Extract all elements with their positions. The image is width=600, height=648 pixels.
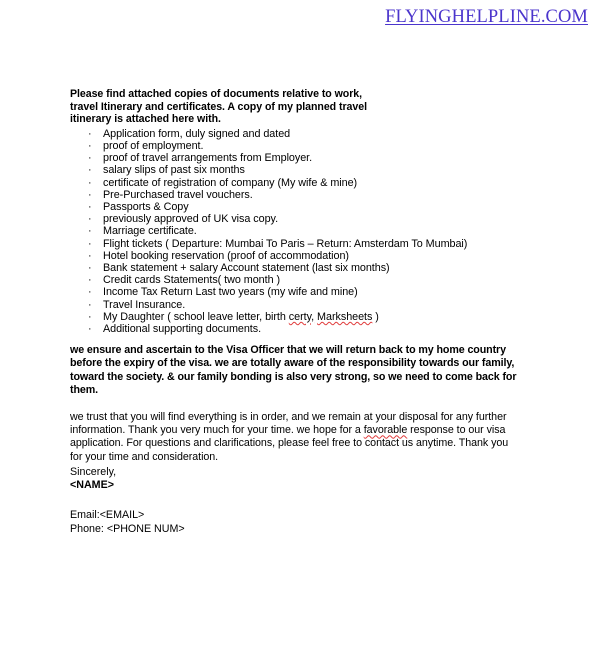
list-item [70, 177, 530, 189]
assurance-paragraph: we ensure and ascertain to the Visa Officer that we will return back to my home country before the expiry of the visa. we are totally aware of the responsibility towards our family, toward the society. & our family bonding is also very strong, so we need to come back for them. [70, 344, 517, 396]
name-placeholder: <NAME> [70, 479, 114, 492]
list-item-label: Bank statement + salary Account statement (last six months) [103, 262, 390, 275]
signature-block [70, 466, 530, 492]
list-item-label: Marriage certificate. [103, 225, 197, 238]
list-item-label: Pre-Purchased travel vouchers. [103, 188, 253, 201]
list-item [70, 201, 530, 213]
list-item [70, 286, 530, 298]
list-item [70, 164, 530, 176]
list-item [70, 128, 530, 140]
list-item-label: previously approved of UK visa copy. [103, 213, 279, 226]
bullet-icon: · [88, 201, 92, 213]
list-item-label: proof of travel arrangements from Employer. [103, 152, 313, 165]
list-item-label: Flight tickets ( Departure: Mumbai To Paris – Return: Amsterdam To Mumbai) [103, 237, 468, 250]
list-item-label: Application form, duly signed and dated [103, 127, 291, 140]
list-item [70, 238, 530, 250]
closing-text-part1: we trust that you will find everything is in order, and we remain at your disposal for any further information. Thank you very much for your time. we hope for a [70, 411, 507, 437]
bullet-icon: · [88, 262, 92, 275]
spellcheck-word-favorable: favorable [363, 424, 408, 437]
list-item-label: proof of employment. [103, 139, 204, 152]
document-checklist [70, 128, 530, 335]
spellcheck-word-marksheets: Marksheets [317, 310, 373, 323]
bullet-icon: · [88, 139, 92, 152]
bullet-icon: · [88, 152, 92, 165]
list-item-label: Income Tax Return Last two years (my wife and mine) [103, 286, 358, 299]
email-line: Email:<EMAIL> [70, 509, 145, 522]
list-item-label: certificate of registration of company (My wife & mine) [103, 176, 358, 189]
list-item [70, 213, 530, 225]
bullet-icon: · [88, 127, 92, 140]
list-item-label-prefix: My Daughter ( school leave letter, birth [103, 310, 289, 323]
list-item-label: Passports & Copy [103, 201, 189, 213]
list-item [70, 250, 530, 262]
sincerely-label: Sincerely, [70, 465, 117, 478]
spellcheck-word-certy: certy, [288, 310, 315, 323]
bullet-icon: · [88, 323, 92, 336]
bullet-icon: · [88, 213, 92, 226]
list-item [70, 274, 530, 286]
list-item-label: Travel Insurance. [103, 298, 186, 311]
list-item [70, 225, 530, 237]
intro-paragraph: Please find attached copies of documents relative to work, travel Itinerary and certificates. A copy of my planned travel itinerary is attached here with. [70, 88, 367, 126]
list-item [70, 262, 530, 274]
list-item [70, 140, 530, 152]
phone-line: Phone: <PHONE NUM> [70, 522, 185, 535]
list-item [70, 299, 530, 311]
bullet-icon: · [88, 176, 92, 189]
list-item [70, 323, 530, 335]
bullet-icon: · [88, 249, 92, 262]
list-item-label-suffix: ) [372, 310, 379, 323]
bullet-icon: · [88, 298, 92, 311]
list-item-label: Credit cards Statements( two month ) [103, 274, 281, 287]
bullet-icon: · [88, 188, 92, 201]
contact-block [70, 509, 530, 536]
bullet-icon: · [88, 310, 92, 323]
bullet-icon: · [88, 237, 92, 250]
bullet-icon: · [88, 274, 92, 287]
list-item [70, 189, 530, 201]
list-item-label: salary slips of past six months [103, 164, 245, 177]
bullet-icon: · [88, 164, 92, 177]
list-item-label: Hotel booking reservation (proof of accommodation) [103, 249, 349, 262]
list-item [70, 152, 530, 164]
site-brand-link[interactable]: FLYINGHELPLINE.COM [385, 7, 588, 27]
letter-body [70, 88, 530, 536]
list-item-daughter [70, 311, 530, 323]
closing-paragraph [70, 411, 522, 464]
list-item-label: Additional supporting documents. [103, 323, 262, 336]
site-header [0, 8, 588, 27]
closing-text-part2: response to our visa application. For questions and clarifications, please feel free to contact us anytime. Thank you for your time and consideration. [70, 424, 509, 463]
bullet-icon: · [88, 225, 92, 238]
bullet-icon: · [88, 286, 92, 299]
